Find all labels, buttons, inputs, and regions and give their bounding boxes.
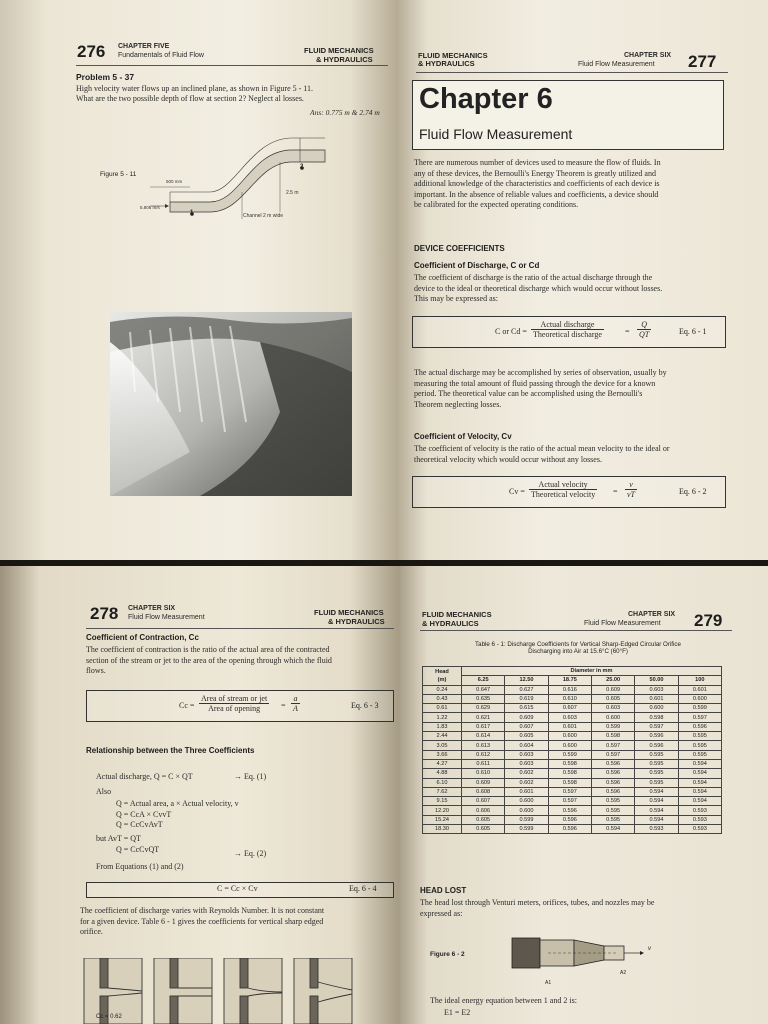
book-subtitle: & HYDRAULICS bbox=[316, 55, 373, 64]
coefficient-cell: 0.609 bbox=[462, 778, 505, 787]
book-title: FLUID MECHANICS bbox=[422, 610, 492, 619]
table-row bbox=[423, 704, 722, 713]
coefficient-cell: 0.635 bbox=[462, 694, 505, 703]
coefficient-cell: 0.607 bbox=[505, 722, 548, 731]
chapter-title-box bbox=[412, 80, 724, 150]
chapter-title: Fluid Flow Measurement bbox=[128, 614, 205, 621]
page-277 bbox=[398, 0, 768, 560]
book-title: FLUID MECHANICS bbox=[304, 46, 374, 55]
coefficient-cell: 0.593 bbox=[678, 825, 721, 834]
coefficient-cell: 0.594 bbox=[678, 797, 721, 806]
section-heading: DEVICE COEFFICIENTS bbox=[414, 244, 505, 253]
cv-heading: Coefficient of Velocity, Cv bbox=[414, 432, 512, 441]
diameter-row bbox=[423, 676, 722, 685]
diameter-header-cell: 6.25 bbox=[462, 676, 505, 685]
coefficient-cell: 0.595 bbox=[591, 806, 634, 815]
chapter-title: Fluid Flow Measurement bbox=[584, 620, 661, 627]
coefficient-cell: 0.596 bbox=[591, 759, 634, 768]
ideal-energy-line: The ideal energy equation between 1 and 2 is: bbox=[430, 996, 577, 1005]
equation-6-1 bbox=[412, 316, 726, 348]
coefficient-cell: 0.615 bbox=[505, 704, 548, 713]
table-row bbox=[423, 685, 722, 694]
coefficient-cell: 0.608 bbox=[462, 787, 505, 796]
coefficient-cell: 0.609 bbox=[505, 713, 548, 722]
orifice-diagrams bbox=[82, 958, 398, 1024]
coefficient-cell: 0.596 bbox=[591, 778, 634, 787]
fig-velocity: 5.806 m/s bbox=[140, 205, 160, 210]
coefficient-cell: 0.595 bbox=[678, 750, 721, 759]
actual-discharge-paragraph: The actual discharge may be accomplished by series of observation, usually by measuring the total amount of fluid passing through the device for a known period. The theoretical value can be accomplished using the Bernoulli's Theorem neglecting losses. bbox=[414, 368, 667, 409]
coefficient-cell: 0.595 bbox=[591, 815, 634, 824]
fig-dim-2: 2.5 m bbox=[286, 190, 299, 196]
page-278 bbox=[0, 566, 398, 1024]
equation-6-4 bbox=[86, 882, 394, 898]
coefficient-cell: 0.599 bbox=[505, 825, 548, 834]
fig-channel: Channel 2 m wide bbox=[243, 213, 284, 219]
header-rule bbox=[420, 630, 732, 631]
head-cell: 7.62 bbox=[423, 787, 462, 796]
coefficient-cell: 0.595 bbox=[635, 750, 678, 759]
chapter-label: CHAPTER FIVE bbox=[118, 43, 170, 50]
eq1-lhs: C or Cd = bbox=[495, 327, 527, 336]
head-cell: 15.24 bbox=[423, 815, 462, 824]
rel-but: but AvT = QT bbox=[96, 834, 141, 843]
cc-heading: Coefficient of Contraction, Cc bbox=[86, 633, 199, 642]
head-cell: 4.88 bbox=[423, 769, 462, 778]
coefficient-cell: 0.600 bbox=[678, 694, 721, 703]
coefficient-cell: 0.601 bbox=[548, 722, 591, 731]
book-subtitle: & HYDRAULICS bbox=[418, 59, 475, 68]
coefficient-cell: 0.596 bbox=[635, 732, 678, 741]
eq1-number: Eq. 6 - 1 bbox=[679, 327, 707, 336]
head-cell: 3.66 bbox=[423, 750, 462, 759]
coefficient-cell: 0.596 bbox=[678, 722, 721, 731]
coefficient-cell: 0.605 bbox=[462, 825, 505, 834]
figure-label: Figure 6 - 2 bbox=[430, 951, 465, 958]
problem-text-1: High velocity water flows up an inclined plane, as shown in Figure 5 - 11. bbox=[76, 84, 313, 93]
coefficient-cell: 0.604 bbox=[505, 741, 548, 750]
coefficient-cell: 0.601 bbox=[505, 787, 548, 796]
eq1-equals: = bbox=[625, 327, 630, 336]
book-title: FLUID MECHANICS bbox=[418, 51, 488, 60]
coefficient-cell: 0.597 bbox=[591, 750, 634, 759]
head-cell: 9.15 bbox=[423, 797, 462, 806]
coefficient-cell: 0.629 bbox=[462, 704, 505, 713]
coefficient-cell: 0.594 bbox=[635, 797, 678, 806]
coefficient-cell: 0.600 bbox=[548, 741, 591, 750]
coefficient-cell: 0.600 bbox=[635, 704, 678, 713]
head-cell: 1.22 bbox=[423, 713, 462, 722]
coefficient-cell: 0.596 bbox=[591, 769, 634, 778]
page-number: 278 bbox=[90, 604, 119, 623]
diameter-header-cell: 50.00 bbox=[635, 676, 678, 685]
fig-point-1: 1 bbox=[190, 210, 194, 216]
header-rule bbox=[86, 628, 394, 629]
chapter-label: CHAPTER SIX bbox=[624, 52, 672, 59]
coefficient-cell: 0.602 bbox=[505, 769, 548, 778]
page-279 bbox=[398, 566, 768, 1024]
answer: Ans: 0.775 m & 2.74 m bbox=[310, 108, 380, 117]
coefficient-cell: 0.603 bbox=[635, 685, 678, 694]
rel-line-1: Actual discharge, Q = C × QT bbox=[96, 772, 193, 781]
eq2-number: Eq. 6 - 2 bbox=[679, 487, 707, 496]
coefficient-cell: 0.594 bbox=[678, 769, 721, 778]
orifice-label: Cc = 0.62 bbox=[96, 1014, 122, 1020]
coefficient-cell: 0.598 bbox=[635, 713, 678, 722]
page-number: 276 bbox=[77, 42, 106, 61]
table-row bbox=[423, 778, 722, 787]
chapter-label: CHAPTER SIX bbox=[128, 605, 176, 612]
eq3-fraction: Area of stream or jet Area of opening bbox=[201, 694, 268, 713]
fig-a1: A1 bbox=[545, 980, 552, 986]
coefficient-cell: 0.612 bbox=[462, 750, 505, 759]
coefficient-cell: 0.611 bbox=[462, 759, 505, 768]
problem-title: Problem 5 - 37 bbox=[76, 72, 135, 82]
table-row bbox=[423, 769, 722, 778]
table-row bbox=[423, 741, 722, 750]
table-row bbox=[423, 732, 722, 741]
eq3-number: Eq. 6 - 3 bbox=[351, 701, 379, 710]
coefficient-cell: 0.593 bbox=[635, 825, 678, 834]
equation-6-3 bbox=[86, 690, 394, 722]
head-column-header: Head (m) bbox=[423, 667, 462, 686]
figure-label: Figure 5 - 11 bbox=[100, 171, 137, 178]
coefficient-cell: 0.647 bbox=[462, 685, 505, 694]
coefficient-cell: 0.598 bbox=[548, 778, 591, 787]
fig-a2: A2 bbox=[620, 970, 627, 976]
coefficient-cell: 0.610 bbox=[548, 694, 591, 703]
coefficient-cell: 0.595 bbox=[635, 778, 678, 787]
coefficient-cell: 0.603 bbox=[505, 750, 548, 759]
head-cell: 4.27 bbox=[423, 759, 462, 768]
coefficient-cell: 0.607 bbox=[548, 704, 591, 713]
coefficient-cell: 0.599 bbox=[591, 722, 634, 731]
coefficient-cell: 0.613 bbox=[462, 741, 505, 750]
coefficient-cell: 0.598 bbox=[548, 769, 591, 778]
coefficient-cell: 0.619 bbox=[505, 694, 548, 703]
cd-paragraph: The coefficient of discharge is the ratio of the actual discharge through the device to the ideal or theoretical discharge which would occur without losses. This may be expressed as: bbox=[414, 273, 663, 303]
table-row bbox=[423, 787, 722, 796]
coefficient-cell: 0.605 bbox=[505, 732, 548, 741]
coefficient-cell: 0.595 bbox=[635, 759, 678, 768]
eq3-equals: = bbox=[281, 701, 286, 710]
table-row bbox=[423, 759, 722, 768]
coefficient-cell: 0.596 bbox=[635, 741, 678, 750]
diameter-header: Diameter in mm bbox=[462, 667, 722, 676]
coefficient-cell: 0.607 bbox=[462, 797, 505, 806]
eq4-text: C = Cc × Cv bbox=[217, 884, 258, 893]
headlost-heading: HEAD LOST bbox=[420, 886, 467, 895]
table-caption: Table 6 - 1: Discharge Coefficients for Vertical Sharp-Edged Circular Orifice Discharging into Air at 15.6°C (60°F) bbox=[475, 641, 681, 655]
coefficient-cell: 0.598 bbox=[548, 759, 591, 768]
bottom-spread bbox=[0, 566, 768, 1024]
page-number: 279 bbox=[694, 611, 723, 630]
coefficient-cell: 0.594 bbox=[678, 759, 721, 768]
relationship-heading: Relationship between the Three Coefficients bbox=[86, 746, 255, 755]
coefficient-cell: 0.599 bbox=[678, 704, 721, 713]
coefficient-cell: 0.603 bbox=[505, 759, 548, 768]
eq2-lhs: Cv = bbox=[509, 487, 525, 496]
coefficient-cell: 0.602 bbox=[505, 778, 548, 787]
reynolds-paragraph: The coefficient of discharge varies with Reynolds Number. It is not constant for a given device. Table 6 - 1 gives the coefficients for vertical sharp edged orifice. bbox=[80, 906, 325, 936]
coefficient-cell: 0.595 bbox=[678, 741, 721, 750]
head-cell: 18.30 bbox=[423, 825, 462, 834]
waterfall-photo bbox=[110, 312, 352, 496]
rel-derivation: Q = Actual area, a × Actual velocity, v Q = CcA × CvvT Q = CcCvAvT bbox=[116, 799, 239, 829]
discharge-coefficient-table bbox=[422, 666, 722, 834]
fig-dim-1: 500 mm bbox=[166, 179, 183, 184]
chapter-title: Fluid Flow Measurement bbox=[578, 61, 655, 68]
coefficient-cell: 0.600 bbox=[591, 713, 634, 722]
rel-eq-2: → Eq. (2) bbox=[234, 849, 267, 858]
coefficient-cell: 0.621 bbox=[462, 713, 505, 722]
chapter-subheading: Fluid Flow Measurement bbox=[419, 126, 573, 142]
chapter-title: Fundamentals of Fluid Flow bbox=[118, 52, 204, 59]
coefficient-cell: 0.601 bbox=[635, 694, 678, 703]
intro-paragraph: There are numerous number of devices used to measure the flow of fluids. In any of these devices, the Bernoulli's Energy Theorem is greatly utilized and additional knowledge of the characteristics and coefficients of each device is important. In the absence of reliable values and coefficients, a device should be calibrated for the expected operating conditions. bbox=[414, 158, 661, 209]
table-row bbox=[423, 750, 722, 759]
coefficient-cell: 0.598 bbox=[591, 732, 634, 741]
coefficient-cell: 0.596 bbox=[548, 825, 591, 834]
coefficient-cell: 0.599 bbox=[505, 815, 548, 824]
coefficient-cell: 0.603 bbox=[591, 704, 634, 713]
coefficient-cell: 0.606 bbox=[462, 806, 505, 815]
problem-text-2: What are the two possible depth of flow at section 2? Neglect al losses. bbox=[76, 94, 304, 103]
ideal-energy-eq: E1 = E2 bbox=[444, 1008, 471, 1017]
rel-from: From Equations (1) and (2) bbox=[96, 862, 184, 871]
coefficient-cell: 0.599 bbox=[548, 750, 591, 759]
coefficient-cell: 0.617 bbox=[462, 722, 505, 731]
coefficient-cell: 0.600 bbox=[505, 797, 548, 806]
table-row bbox=[423, 713, 722, 722]
table-row bbox=[423, 694, 722, 703]
book-subtitle: & HYDRAULICS bbox=[328, 617, 385, 626]
coefficient-cell: 0.594 bbox=[635, 806, 678, 815]
coefficient-cell: 0.596 bbox=[548, 806, 591, 815]
coefficient-cell: 0.603 bbox=[548, 713, 591, 722]
head-cell: 0.61 bbox=[423, 704, 462, 713]
page-number: 277 bbox=[688, 52, 717, 71]
coefficient-cell: 0.593 bbox=[678, 815, 721, 824]
eq3-ratio: $\frac{a}{A}$ bbox=[293, 694, 298, 713]
chapter-label: CHAPTER SIX bbox=[628, 611, 676, 618]
eq2-equals: = bbox=[613, 487, 618, 496]
table-body bbox=[423, 685, 722, 834]
page-276 bbox=[0, 0, 398, 560]
coefficient-cell: 0.600 bbox=[548, 732, 591, 741]
rel-eq-1: → Eq. (1) bbox=[234, 772, 267, 781]
coefficient-cell: 0.600 bbox=[505, 806, 548, 815]
inclined-plane-figure bbox=[130, 132, 330, 232]
coefficient-cell: 0.596 bbox=[548, 815, 591, 824]
eq2-fraction: Actual velocity Theoretical velocity bbox=[531, 480, 596, 499]
table-row bbox=[423, 815, 722, 824]
coefficient-cell: 0.597 bbox=[678, 713, 721, 722]
head-cell: 0.43 bbox=[423, 694, 462, 703]
diameter-header-cell: 25.00 bbox=[591, 676, 634, 685]
book-title: FLUID MECHANICS bbox=[314, 608, 384, 617]
coefficient-cell: 0.601 bbox=[678, 685, 721, 694]
table-row bbox=[423, 797, 722, 806]
eq2-ratio: $\frac{v}{vT}$ bbox=[627, 480, 635, 499]
fig-point-2: 2 bbox=[300, 164, 304, 170]
coefficient-cell: 0.610 bbox=[462, 769, 505, 778]
diameter-header-cell: 100 bbox=[678, 676, 721, 685]
coefficient-cell: 0.605 bbox=[462, 815, 505, 824]
diameter-header-cell: 12.50 bbox=[505, 676, 548, 685]
book-subtitle: & HYDRAULICS bbox=[422, 619, 479, 628]
cd-heading: Coefficient of Discharge, C or Cd bbox=[414, 261, 540, 270]
coefficient-cell: 0.594 bbox=[678, 787, 721, 796]
headlost-paragraph: The head lost through Venturi meters, orifices, tubes, and nozzles may be expressed as: bbox=[420, 898, 655, 918]
eq3-lhs: Cc = bbox=[179, 701, 195, 710]
eq1-fraction: Actual discharge Theoretical discharge bbox=[533, 320, 602, 339]
coefficient-cell: 0.616 bbox=[548, 685, 591, 694]
diameter-header-cell: 18.75 bbox=[548, 676, 591, 685]
head-cell: 0.24 bbox=[423, 685, 462, 694]
coefficient-cell: 0.594 bbox=[635, 815, 678, 824]
venturi-figure bbox=[508, 928, 648, 978]
head-cell: 2.44 bbox=[423, 732, 462, 741]
coefficient-cell: 0.595 bbox=[635, 769, 678, 778]
table-row bbox=[423, 806, 722, 815]
coefficient-cell: 0.614 bbox=[462, 732, 505, 741]
head-cell: 12.20 bbox=[423, 806, 462, 815]
table-row bbox=[423, 722, 722, 731]
cv-paragraph: The coefficient of velocity is the ratio of the actual mean velocity to the ideal or theoretical velocity which would occur without any losses. bbox=[414, 444, 670, 464]
rel-also: Also bbox=[96, 787, 112, 796]
coefficient-cell: 0.594 bbox=[635, 787, 678, 796]
chapter-heading: Chapter 6 bbox=[419, 83, 553, 115]
coefficient-cell: 0.594 bbox=[591, 825, 634, 834]
header-rule bbox=[416, 72, 728, 73]
coefficient-cell: 0.593 bbox=[678, 806, 721, 815]
eq1-ratio: $\frac{Q}{QT}$ bbox=[639, 320, 650, 339]
coefficient-cell: 0.594 bbox=[678, 778, 721, 787]
equation-6-2 bbox=[412, 476, 726, 508]
coefficient-cell: 0.627 bbox=[505, 685, 548, 694]
head-cell: 3.05 bbox=[423, 741, 462, 750]
table-row bbox=[423, 825, 722, 834]
coefficient-cell: 0.595 bbox=[591, 797, 634, 806]
coefficient-cell: 0.597 bbox=[591, 741, 634, 750]
fig-v: v bbox=[648, 946, 651, 952]
coefficient-cell: 0.597 bbox=[548, 787, 591, 796]
coefficient-cell: 0.605 bbox=[591, 694, 634, 703]
coefficient-cell: 0.596 bbox=[591, 787, 634, 796]
eq4-number: Eq. 6 - 4 bbox=[349, 884, 377, 893]
header-rule bbox=[76, 65, 388, 66]
head-cell: 1.83 bbox=[423, 722, 462, 731]
coefficient-cell: 0.597 bbox=[635, 722, 678, 731]
coefficient-cell: 0.597 bbox=[548, 797, 591, 806]
coefficient-cell: 0.609 bbox=[591, 685, 634, 694]
rel-q: Q = CcCvQT bbox=[116, 845, 160, 854]
head-cell: 6.10 bbox=[423, 778, 462, 787]
cc-paragraph: The coefficient of contraction is the ratio of the actual area of the contracted section of the stream or jet to the area of the opening through which the fluid flows. bbox=[86, 645, 332, 675]
coefficient-cell: 0.595 bbox=[678, 732, 721, 741]
